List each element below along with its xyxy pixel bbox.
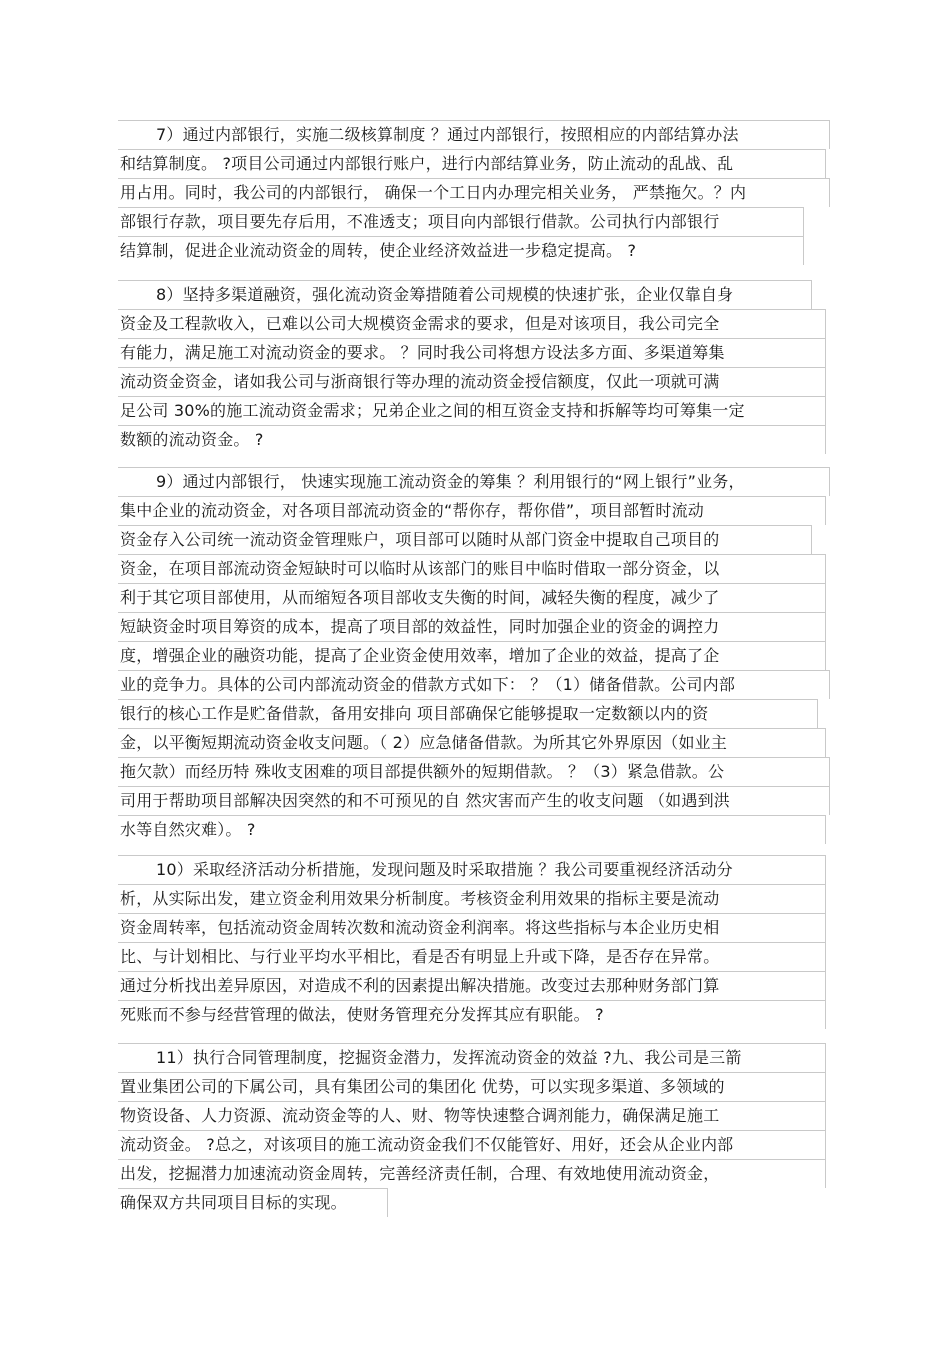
text-line: 业的竞争力。具体的公司内部流动资金的借款方式如下： ？（1）储备借款。公司内部 bbox=[118, 670, 830, 699]
text-line: 金，以平衡短期流动资金收支问题。（ 2）应急储备借款。为所其它外界原因（如业主 bbox=[118, 728, 826, 757]
text-line: 流动资金。 ?总之，对该项目的施工流动资金我们不仅能管好、用好，还会从企业内部 bbox=[118, 1130, 826, 1159]
text-line: 物资设备、人力资源、流动资金等的人、财、物等快速整合调剂能力，确保满足施工 bbox=[118, 1101, 826, 1130]
text-line: 集中企业的流动资金，对各项目部流动资金的“帮你存，帮你借”，项目部暂时流动 bbox=[118, 496, 826, 525]
text-line: 水等自然灾难）。 ? bbox=[118, 815, 826, 844]
text-line: 拖欠款）而经历特 殊收支困难的项目部提供额外的短期借款。 ？（3）紧急借款。公 bbox=[118, 757, 830, 786]
text-line: 用占用。同时，我公司的内部银行， 确保一个工日内办理完相关业务， 严禁拖欠。？内 bbox=[118, 178, 830, 207]
text-line: 部银行存款，项目要先存后用，不准透支；项目向内部银行借款。公司执行内部银行 bbox=[118, 207, 804, 236]
paragraph-9 bbox=[118, 467, 838, 844]
text-line: 资金存入公司统一流动资金管理账户，项目部可以随时从部门资金中提取自己项目的 bbox=[118, 525, 812, 554]
text-line: 出发，挖掘潜力加速流动资金周转，完善经济责任制，合理、有效地使用流动资金， bbox=[118, 1159, 826, 1188]
text-line: 度，增强企业的融资功能，提高了企业资金使用效率，增加了企业的效益，提高了企 bbox=[118, 641, 826, 670]
text-line: 9）通过内部银行， 快速实现施工流动资金的筹集 ？利用银行的“网上银行”业务， bbox=[118, 467, 830, 496]
text-line: 司用于帮助项目部解决因突然的和不可预见的自 然灾害而产生的收支问题 （如遇到洪 bbox=[118, 786, 830, 815]
text-line: 资金周转率，包括流动资金周转次数和流动资金利润率。将这些指标与本企业历史相 bbox=[118, 913, 826, 942]
text-line: 数额的流动资金。 ? bbox=[118, 425, 826, 454]
text-line: 有能力，满足施工对流动资金的要求。 ？同时我公司将想方设法多方面、多渠道筹集 bbox=[118, 338, 826, 367]
text-line: 11）执行合同管理制度，挖掘资金潜力，发挥流动资金的效益 ?九、我公司是三箭 bbox=[118, 1043, 826, 1072]
text-line: 和结算制度。 ?项目公司通过内部银行账户，进行内部结算业务，防止流动的乱战、乱 bbox=[118, 149, 826, 178]
text-line: 确保双方共同项目目标的实现。 bbox=[118, 1188, 388, 1217]
paragraph-10 bbox=[118, 855, 838, 1029]
text-line: 结算制，促进企业流动资金的周转，使企业经济效益进一步稳定提高。 ? bbox=[118, 236, 804, 265]
paragraph-8 bbox=[118, 280, 838, 454]
text-line: 7）通过内部银行，实施二级核算制度 ？通过内部银行，按照相应的内部结算办法 bbox=[118, 120, 830, 149]
text-line: 资金，在项目部流动资金短缺时可以临时从该部门的账目中临时借取一部分资金，以 bbox=[118, 554, 826, 583]
text-line: 死账而不参与经营管理的做法，使财务管理充分发挥其应有职能。 ? bbox=[118, 1000, 826, 1029]
text-line: 短缺资金时项目筹资的成本，提高了项目部的效益性，同时加强企业的资金的调控力 bbox=[118, 612, 826, 641]
paragraph-11 bbox=[118, 1043, 838, 1217]
paragraph-7 bbox=[118, 120, 838, 265]
text-line: 流动资金资金，诸如我公司与浙商银行等办理的流动资金授信额度，仅此一项就可满 bbox=[118, 367, 826, 396]
text-line: 析，从实际出发，建立资金利用效果分析制度。考核资金利用效果的指标主要是流动 bbox=[118, 884, 826, 913]
text-line: 利于其它项目部使用，从而缩短各项目部收支失衡的时间，减轻失衡的程度，减少了 bbox=[118, 583, 826, 612]
text-line: 置业集团公司的下属公司，具有集团公司的集团化 优势，可以实现多渠道、多领域的 bbox=[118, 1072, 826, 1101]
text-line: 8）坚持多渠道融资，强化流动资金筹措随着公司规模的快速扩张，企业仅靠自身 bbox=[118, 280, 812, 309]
text-line: 比、与计划相比、与行业平均水平相比，看是否有明显上升或下降，是否存在异常。 bbox=[118, 942, 826, 971]
text-line: 资金及工程款收入，已难以公司大规模资金需求的要求，但是对该项目，我公司完全 bbox=[118, 309, 826, 338]
text-line: 通过分析找出差异原因，对造成不利的因素提出解决措施。改变过去那种财务部门算 bbox=[118, 971, 826, 1000]
text-line: 10）采取经济活动分析措施，发现问题及时采取措施 ？我公司要重视经济活动分 bbox=[118, 855, 826, 884]
text-line: 足公司 30%的施工流动资金需求；兄弟企业之间的相互资金支持和拆解等均可筹集一定 bbox=[118, 396, 826, 425]
text-line: 银行的核心工作是贮备借款，备用安排向 项目部确保它能够提取一定数额以内的资 bbox=[118, 699, 818, 728]
